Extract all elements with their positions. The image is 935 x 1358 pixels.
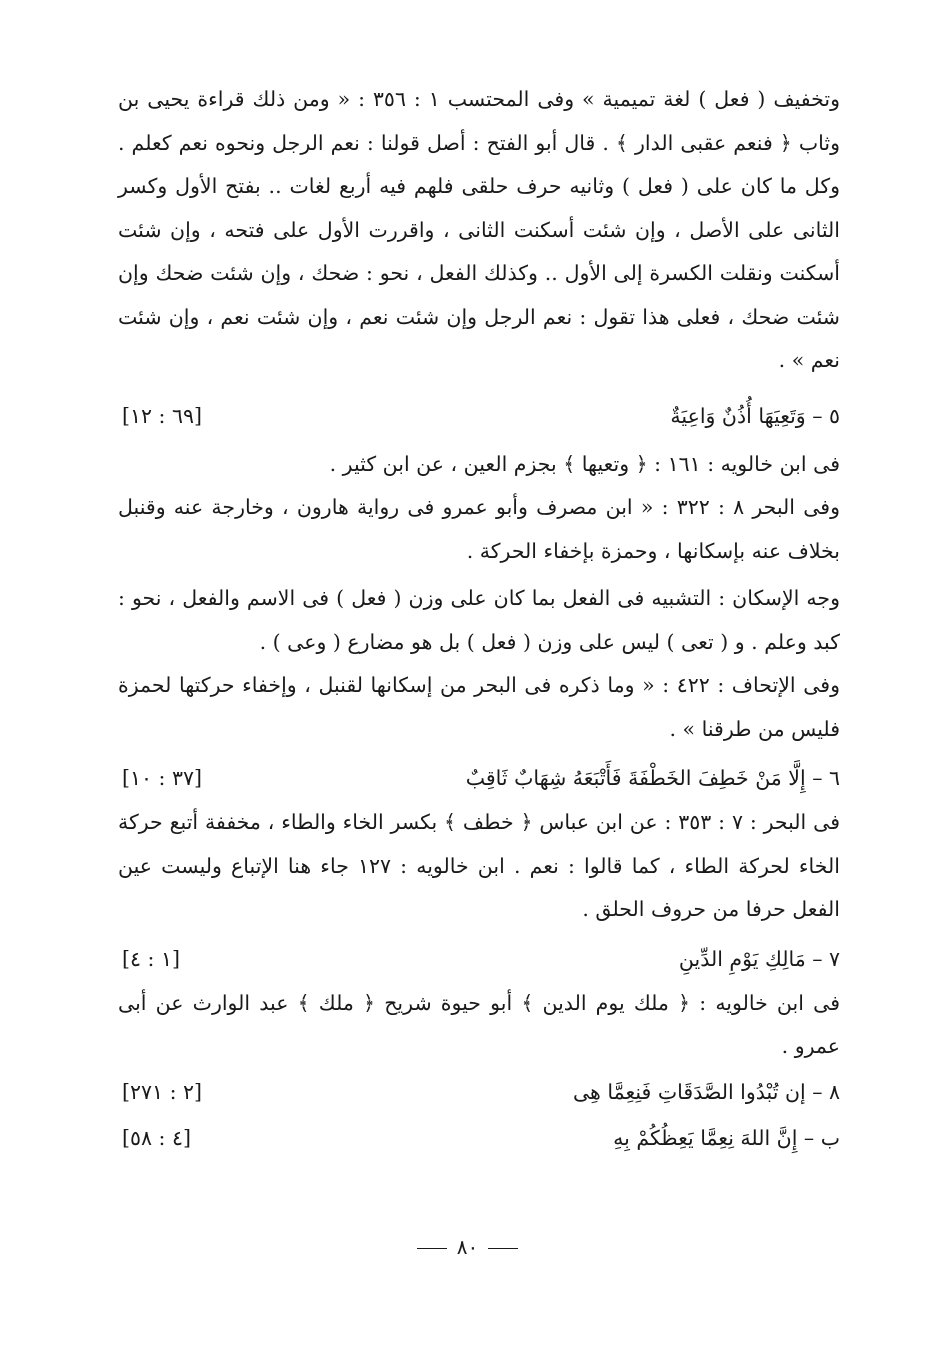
footer-dash — [488, 1248, 518, 1249]
verse-text: ٨ – إن تُبْدُوا الصَّدَقَاتِ فَنِعِمَّا هِى — [572, 1079, 840, 1104]
verse-text: ٧ – مَالِكِ يَوْمِ الدِّينِ — [678, 946, 840, 971]
verse-reference: [١ : ٤] — [122, 946, 180, 971]
verse-reference: [٦٩ : ١٢] — [122, 403, 203, 428]
verse-reference: [٢ : ٢٧١] — [122, 1079, 203, 1104]
verse-5 — [118, 393, 840, 439]
verse-text: ٦ – إِلَّا مَنْ خَطِفَ الخَطْفَةَ فَأَتْبَعَهُ شِهَابٌ ثَاقِبٌ — [465, 766, 840, 790]
page-body — [118, 78, 840, 1161]
verse-reference: [٤ : ٥٨] — [122, 1125, 191, 1150]
verse-text: ٥ – وَتَعِيَهَا أُذُنٌ وَاعِيَةٌ — [670, 403, 840, 428]
verse-7 — [118, 936, 840, 982]
paragraph-wajh-iskan: وجه الإسكان : التشبيه فى الفعل بما كان على وزن ( فعل ) فى الاسم والفعل ، نحو : كبد وعلم . و ( تعى ) ليس على وزن ( فعل ) بل هو مضارع ( وعى ) . — [118, 586, 840, 654]
page-footer — [0, 1235, 935, 1259]
paragraph-ithaf: وفى الإتحاف : ٤٢٢ : « وما ذكره فى البحر من إسكانها لقنبل ، وإخفاء حركتها لحمزة فليس من طرقنا » . — [118, 673, 840, 741]
paragraph-bahr-1: وفى البحر ٨ : ٣٢٢ : « ابن مصرف وأبو عمرو فى رواية هارون ، وخارجة عنه وقنبل بخلاف عنه بإسكانها ، وحمزة بإخفاء الحركة . — [118, 495, 840, 563]
verse-6 — [118, 755, 840, 801]
verse-text: ب – إِنَّ اللهَ نِعِمَّا يَعِظُكُمْ بِهِ — [613, 1125, 840, 1150]
paragraph-takhfif: وتخفيف ( فعل ) لغة تميمية » وفى المحتسب ١ : ٣٥٦ : « ومن ذلك قراءة يحيى بن وثاب ﴿ فنعم عقبى الدار ﴾ . قال أبو الفتح : أصل قولنا : نعم الرجل ونحوه نعم كعلم . وكل ما كان على ( فعل ) وثانيه حرف حلقى فلهم فيه أربع لغات .. بفتح الأول وكسر الثانى على الأصل ، وإن شئت أسكنت الثانى ، واقررت الأول على فتحه ، وإن شئت أسكنت ونقلت الكسرة إلى الأول .. وكذلك الفعل ، نحو : ضحك ، وإن شئت ضحك وإن شئت ضحك ، فعلى هذا تقول : نعم الرجل وإن شئت نعم ، وإن شئت نعم ، وإن شئت نعم » . — [118, 87, 840, 372]
paragraph-bahr-2: فى البحر : ٧ : ٣٥٣ : عن ابن عباس ﴿ خطف ﴾ بكسر الخاء والطاء ، مخففة أتبع حركة الخاء لحركة الطاء ، كما قالوا : نعم . ابن خالويه : ١٢٧ جاء هنا الإتباع وليست عين الفعل حرفا من حروف الحلق . — [118, 810, 841, 921]
verse-8b — [118, 1115, 840, 1161]
paragraph-ibn-khalawayh-2: فى ابن خالويه : ﴿ ملك يوم الدين ﴾ أبو حيوة شريح ﴿ ملك ﴾ عبد الوارث عن أبى عمرو . — [118, 990, 840, 1058]
page-number: ٨٠ — [456, 1235, 479, 1259]
verse-reference: [٣٧ : ١٠] — [122, 766, 203, 790]
verse-8 — [118, 1069, 840, 1115]
paragraph-ibn-khalawayh-1: فى ابن خالويه : ١٦١ : ﴿ وتعيها ﴾ بجزم العين ، عن ابن كثير . — [329, 451, 840, 476]
footer-dash — [417, 1248, 447, 1249]
